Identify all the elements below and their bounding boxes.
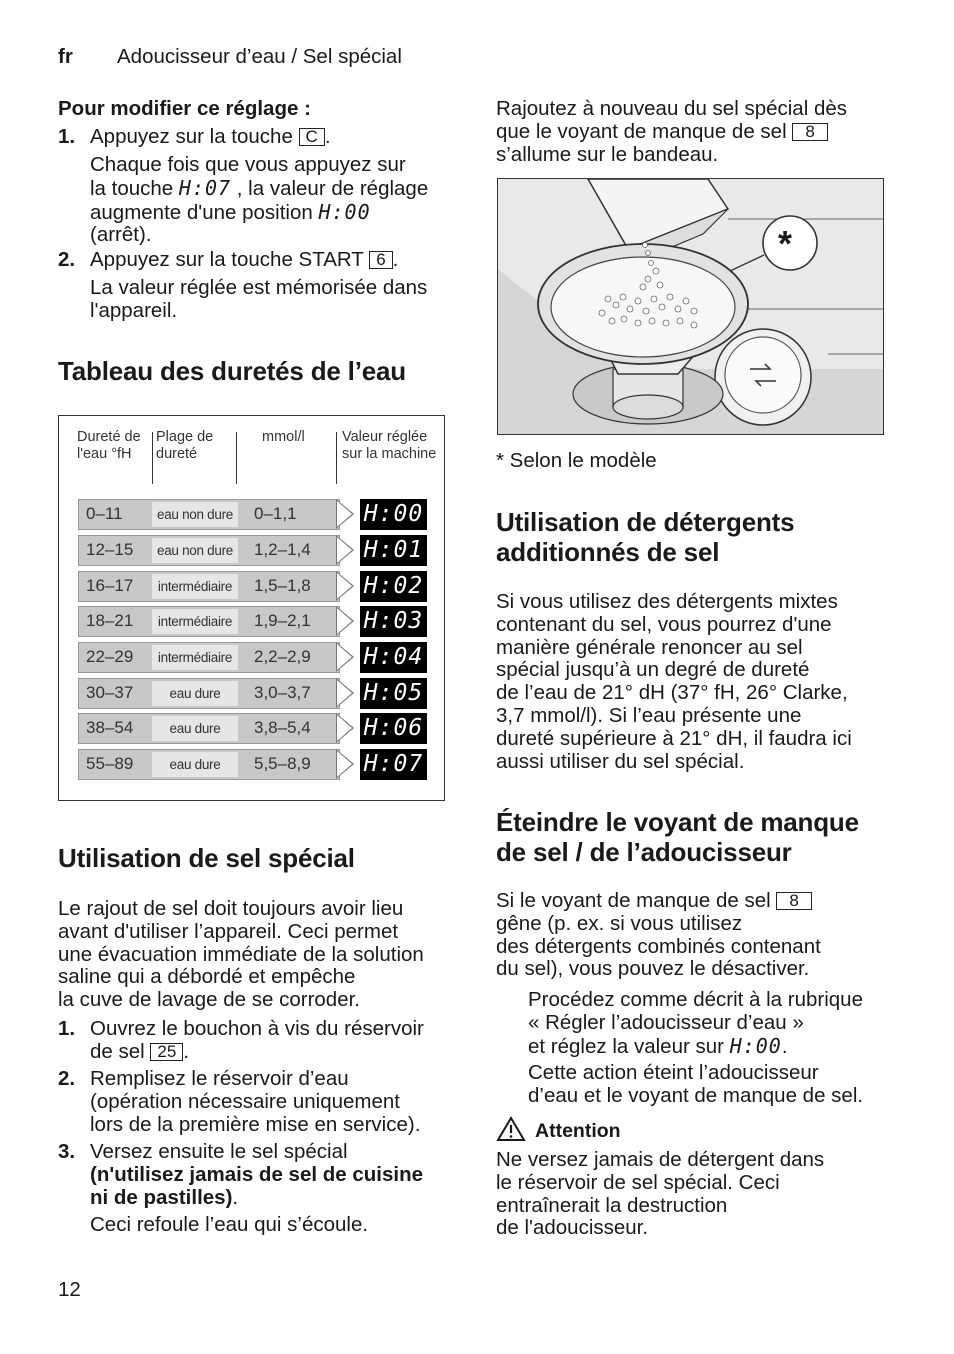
setting-display: H:07: [360, 749, 427, 780]
setting-display: H:00: [360, 499, 427, 530]
cell-range: eau dure: [152, 681, 238, 706]
refill-text: Rajoutez à nouveau du sel spécial dès que le voyant de manque de sel 8 s’allume sur le bandeau.: [496, 97, 848, 166]
salt-refill-illustration: [497, 178, 884, 435]
cell-range: eau dure: [152, 752, 238, 777]
key-8: 8: [776, 892, 811, 910]
salt-title: Utilisation de sel spécial: [58, 843, 355, 873]
cell-range: eau dure: [152, 716, 238, 741]
table-row: [78, 642, 356, 673]
cell-range: eau non dure: [152, 538, 238, 563]
setting-display: H:03: [360, 606, 427, 637]
step-1: [58, 126, 458, 149]
cell-mmol: 2,2–2,9: [254, 647, 311, 666]
cell-fh: 30–37: [86, 683, 134, 702]
page-number: 12: [58, 1278, 81, 1301]
table-row: [78, 499, 356, 530]
language-code: fr: [58, 45, 73, 68]
salt-step-1: 1. Ouvrez le bouchon à vis du réservoir de sel 25 .: [58, 1017, 424, 1063]
display-h00: H:00: [318, 199, 371, 224]
header-fh: Dureté de l'eau °fH: [77, 429, 141, 462]
setting-display: H:05: [360, 678, 427, 709]
salt-step-3: 3. Versez ensuite le sel spécial (n'utilisez jamais de sel de cuisine ni de pastilles). Ceci refoule l’eau qui s’écoule.: [58, 1140, 423, 1237]
cell-range: intermédiaire: [152, 645, 238, 670]
hardness-table-title: Tableau des duretés de l’eau: [58, 356, 406, 386]
warning-icon: [496, 1116, 526, 1142]
cell-mmol: 3,0–3,7: [254, 683, 311, 702]
cell-fh: 55–89: [86, 754, 134, 773]
cell-fh: 16–17: [86, 576, 134, 595]
cell-mmol: 1,2–1,4: [254, 540, 311, 559]
step-text: Appuyez sur la touche C .: [90, 125, 331, 148]
table-row: [78, 571, 356, 602]
cell-fh: 22–29: [86, 647, 134, 666]
cell-range: eau non dure: [152, 502, 238, 527]
table-row: [78, 749, 356, 780]
cell-fh: 18–21: [86, 611, 134, 630]
indicator-off-body: Si le voyant de manque de sel 8 gêne (p. ex. si vous utilisez des détergents combinés contenant du sel), vous pouvez le désactiver.: [496, 889, 821, 981]
cell-mmol: 1,9–2,1: [254, 611, 311, 630]
display-h00: H:00: [729, 1033, 782, 1058]
header-setting: Valeur réglée sur la machine: [342, 429, 437, 462]
step-2-detail: La valeur réglée est mémorisée dans l'appareil.: [90, 276, 428, 322]
cell-fh: 0–11: [86, 504, 123, 523]
key-start-6: 6: [369, 251, 392, 269]
table-row: [78, 535, 356, 566]
cell-range: intermédiaire: [152, 609, 238, 634]
step-2: 2. Appuyez sur la touche START 6 .: [58, 248, 399, 271]
salt-intro: Le rajout de sel doit toujours avoir lieu avant d'utiliser l’appareil. Ceci permet une évacuation immédiate de la solution saline qui a débordé et empêche la cuve de lavage de se corroder.: [58, 897, 424, 1012]
attention-body: Ne versez jamais de détergent dans le réservoir de sel spécial. Ceci entraînerait la destruction de l'adoucisseur.: [496, 1148, 825, 1240]
key-8: 8: [792, 123, 827, 141]
display-h07: H:07: [178, 175, 232, 200]
setting-display: H:04: [360, 642, 427, 673]
figure-caption: * Selon le modèle: [496, 449, 657, 472]
key-c: C: [299, 128, 325, 146]
cell-fh: 12–15: [86, 540, 134, 559]
cell-fh: 38–54: [86, 718, 134, 737]
modify-heading: Pour modifier ce réglage :: [58, 97, 311, 120]
cell-mmol: 3,8–5,4: [254, 718, 311, 737]
detergent-body: Si vous utilisez des détergents mixtes contenant du sel, vous pourrez d'une manière générale renoncer au sel spécial jusqu’à un degré de dureté de l’eau de 21° dH (37° fH, 26° Clarke, 3,7 mmol/l). Si l’eau présente une dureté supérieure à 21° dH, il faudra ici aussi utiliser du sel spécial.: [496, 590, 852, 773]
section-header: Adoucisseur d’eau / Sel spécial: [117, 45, 402, 68]
table-row: [78, 678, 356, 709]
header-range: Plage de dureté: [156, 429, 214, 462]
step-number: 1.: [58, 125, 76, 148]
table-row: [78, 713, 356, 744]
cell-mmol: 5,5–8,9: [254, 754, 311, 773]
setting-display: H:06: [360, 713, 427, 744]
setting-display: H:01: [360, 535, 427, 566]
attention-label: Attention: [535, 1120, 621, 1142]
model-star: *: [778, 223, 793, 264]
funnel-drawing: [498, 179, 884, 435]
cell-mmol: 0–1,1: [254, 504, 297, 523]
cell-mmol: 1,5–1,8: [254, 576, 311, 595]
procedure-text: Procédez comme décrit à la rubrique « Régler l’adoucisseur d’eau » et réglez la valeur sur H:00. Cette action éteint l’adoucisseur d’eau et le voyant de manque de sel.: [528, 988, 864, 1108]
indicator-off-title: Éteindre le voyant de manque de sel / de l’adoucisseur: [496, 807, 859, 867]
cell-range: intermédiaire: [152, 574, 238, 599]
key-25: 25: [150, 1043, 183, 1061]
header-mmol: mmol/l: [262, 429, 305, 445]
salt-step-2: 2. Remplisez le réservoir d’eau (opération nécessaire uniquement lors de la première mise en service).: [58, 1067, 421, 1136]
detergent-title: Utilisation de détergents additionnés de sel: [496, 507, 795, 567]
setting-display: H:02: [360, 571, 427, 602]
table-row: [78, 606, 356, 637]
step-1-detail: Chaque fois que vous appuyez sur la touche H:07 , la valeur de réglage augmente d'une position H:00 (arrêt).: [90, 153, 429, 247]
